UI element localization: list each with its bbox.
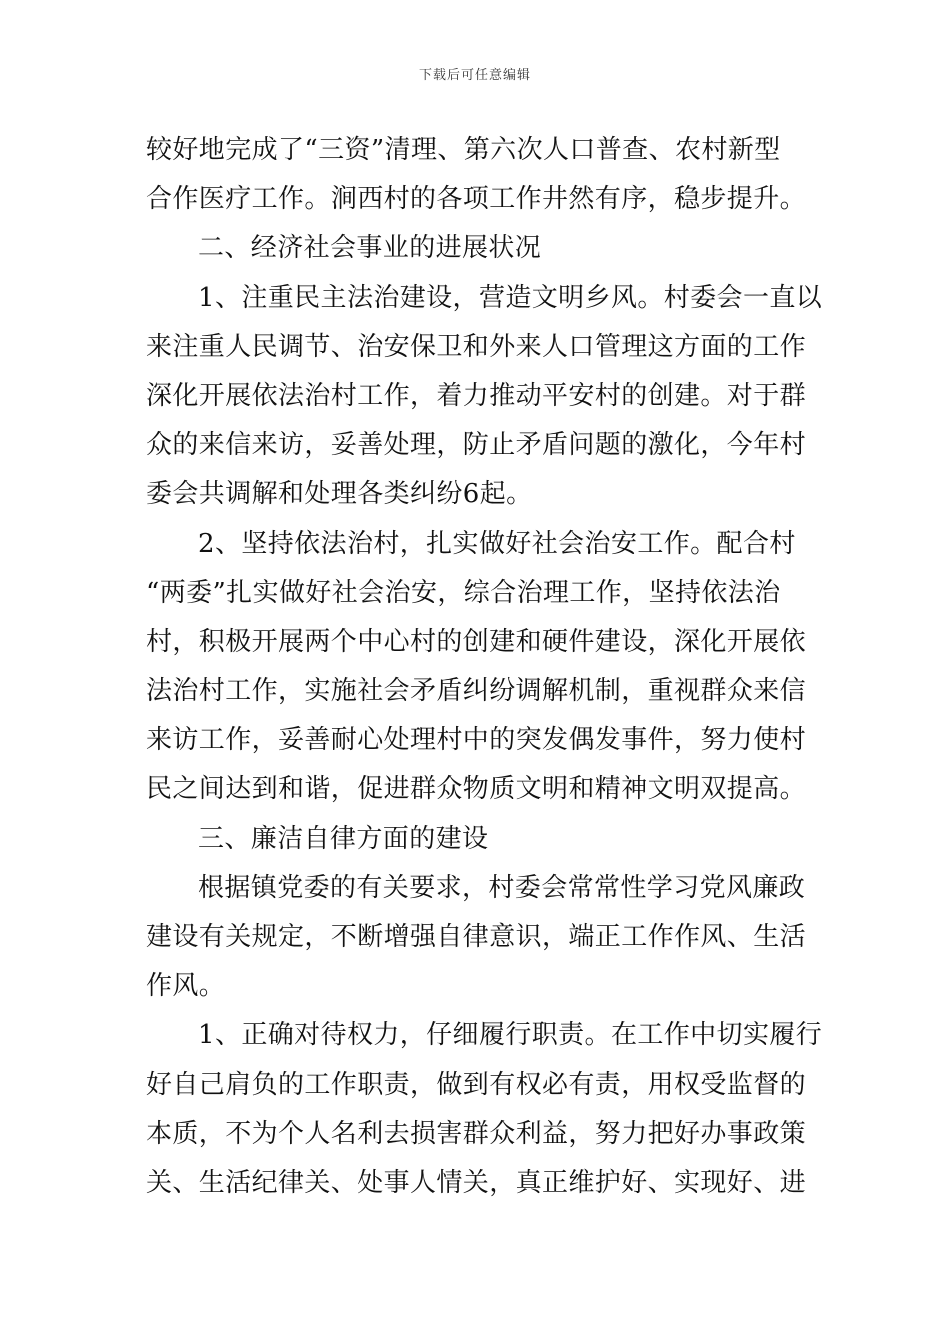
text-line: 来访工作，妥善耐心处理村中的突发偶发事件，努力使村 (146, 725, 807, 756)
text-line: 众的来信来访，妥善处理，防止矛盾问题的激化，今年村 (146, 430, 807, 461)
document-body (146, 126, 823, 1208)
text-line: 关、生活纪律关、处事人情关，真正维护好、实现好、进 (146, 1167, 807, 1198)
page-header: 下载后可任意编辑 (418, 68, 531, 83)
text-line: 三、廉洁自律方面的建设 (198, 823, 489, 854)
text-line: 委会共调解和处理各类纠纷6起。 (146, 479, 533, 510)
text-line: 较好地完成了“三资”清理、第六次人口普查、农村新型 (146, 135, 781, 165)
text-line: 合作医疗工作。涧西村的各项工作井然有序，稳步提升。 (146, 184, 807, 215)
text-line: 深化开展依法治村工作，着力推动平安村的创建。对于群 (146, 380, 807, 411)
text-line: 作风。 (146, 971, 226, 1002)
text-line: 根据镇党委的有关要求，村委会常常性学习党风廉政 (198, 872, 806, 903)
text-line: 好自己肩负的工作职责，做到有权必有责，用权受监督的 (146, 1069, 807, 1100)
text-line: 建设有关规定，不断增强自律意识，端正工作作风、生活 (146, 922, 807, 952)
text-line: 2、坚持依法治村，扎实做好社会治安工作。配合村 (198, 528, 796, 559)
text-line: 法治村工作，实施社会矛盾纠纷调解机制，重视群众来信 (146, 676, 807, 707)
text-line: 本质，不为个人名利去损害群众利益，努力把好办事政策 (146, 1118, 807, 1149)
text-line: 来注重人民调节、治安保卫和外来人口管理这方面的工作 (146, 331, 807, 362)
text-line: “两委”扎实做好社会治安，综合治理工作，坚持依法治 (146, 577, 781, 608)
text-line: 二、经济社会事业的进展状况 (198, 233, 542, 264)
text-line: 1、注重民主法治建设，营造文明乡风。村委会一直以 (198, 282, 823, 313)
text-line: 民之间达到和谐，促进群众物质文明和精神文明双提高。 (146, 774, 807, 805)
text-line: 1、正确对待权力，仔细履行职责。在工作中切实履行 (198, 1020, 823, 1051)
text-line: 村，积极开展两个中心村的创建和硬件建设，深化开展依 (146, 626, 807, 657)
